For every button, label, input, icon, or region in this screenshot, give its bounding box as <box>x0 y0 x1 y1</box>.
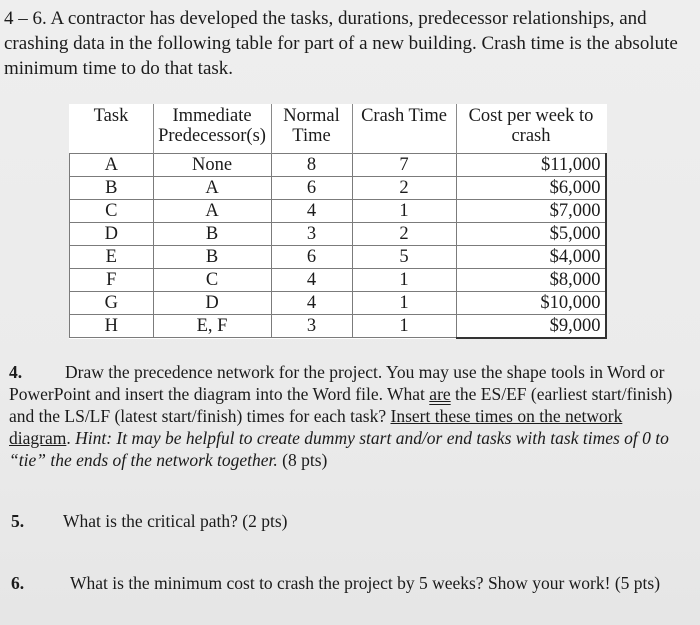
cell-pred: A <box>153 176 271 199</box>
cell-task: H <box>70 314 154 338</box>
cell-task: A <box>70 153 154 176</box>
cell-pred: B <box>153 245 271 268</box>
question-4-insert: Insert these times on the network diagram <box>9 406 623 448</box>
question-5-number: 5. <box>11 511 25 531</box>
cell-normal: 3 <box>271 222 352 245</box>
question-4-text-b: the ES/EF (earliest start/finish) and the LS/LF (latest start/finish) times for each task? <box>9 384 673 426</box>
table-row <box>70 199 606 222</box>
question-4-dot: . <box>66 428 76 448</box>
table-row <box>70 176 606 199</box>
cell-normal: 3 <box>271 314 352 338</box>
header-task: Task <box>70 104 154 153</box>
question-5-text: What is the critical path? (2 pts) <box>63 511 288 531</box>
header-crash-time: Crash Time <box>352 104 456 153</box>
table-header-row <box>70 104 606 153</box>
cell-pred: None <box>153 153 271 176</box>
cell-normal: 4 <box>271 199 352 222</box>
table-row <box>70 314 606 338</box>
question-6 <box>11 572 681 594</box>
cell-cost: $11,000 <box>456 153 606 176</box>
cell-cost: $6,000 <box>456 176 606 199</box>
cell-crash: 2 <box>352 176 456 199</box>
task-table <box>69 104 607 339</box>
cell-normal: 8 <box>271 153 352 176</box>
table-row <box>70 291 606 314</box>
cell-crash: 1 <box>352 268 456 291</box>
cell-cost: $10,000 <box>456 291 606 314</box>
question-6-number: 6. <box>11 573 25 593</box>
problem-intro: 4 – 6. A contractor has developed the tasks, durations, predecessor relationships, and crashing data in the following table for part of a new building. Crash time is the absolute minimum time to do that task. <box>4 8 678 79</box>
cell-crash: 1 <box>352 199 456 222</box>
cell-task: G <box>70 291 154 314</box>
cell-cost: $7,000 <box>456 199 606 222</box>
question-4 <box>9 361 679 471</box>
cell-task: C <box>70 199 154 222</box>
cell-pred: E, F <box>153 314 271 338</box>
cell-task: D <box>70 222 154 245</box>
question-4-pts: (8 pts) <box>277 450 328 470</box>
question-4-text-a: Draw the precedence network for the project. You may use the shape tools in Word or PowerPoint and insert the diagram into the Word file. What <box>9 362 665 404</box>
cell-task: B <box>70 176 154 199</box>
cell-task: F <box>70 268 154 291</box>
question-4-number: 4. <box>9 362 23 382</box>
cell-pred: C <box>153 268 271 291</box>
cell-crash: 7 <box>352 153 456 176</box>
question-5 <box>11 510 288 532</box>
table-row <box>70 245 606 268</box>
cell-cost: $9,000 <box>456 314 606 338</box>
cell-crash: 5 <box>352 245 456 268</box>
cell-cost: $4,000 <box>456 245 606 268</box>
cell-normal: 4 <box>271 268 352 291</box>
cell-normal: 4 <box>271 291 352 314</box>
cell-task: E <box>70 245 154 268</box>
header-normal-time: Normal Time <box>271 104 352 153</box>
header-predecessors: Immediate Predecessor(s) <box>153 104 271 153</box>
question-4-hint: Hint: It may be helpful to create dummy start and/or end tasks with task times of 0 to “tie” the ends of the network together. <box>9 428 669 470</box>
cell-crash: 1 <box>352 314 456 338</box>
cell-pred: D <box>153 291 271 314</box>
cell-crash: 2 <box>352 222 456 245</box>
cell-pred: A <box>153 199 271 222</box>
cell-cost: $8,000 <box>456 268 606 291</box>
table-row <box>70 153 606 176</box>
question-6-text: What is the minimum cost to crash the project by 5 weeks? Show your work! (5 pts) <box>70 573 661 593</box>
header-cost-per-week: Cost per week to crash <box>456 104 606 153</box>
cell-normal: 6 <box>271 245 352 268</box>
cell-normal: 6 <box>271 176 352 199</box>
cell-crash: 1 <box>352 291 456 314</box>
table-row <box>70 222 606 245</box>
cell-pred: B <box>153 222 271 245</box>
cell-cost: $5,000 <box>456 222 606 245</box>
table-row <box>70 268 606 291</box>
question-4-are: are <box>429 384 451 404</box>
